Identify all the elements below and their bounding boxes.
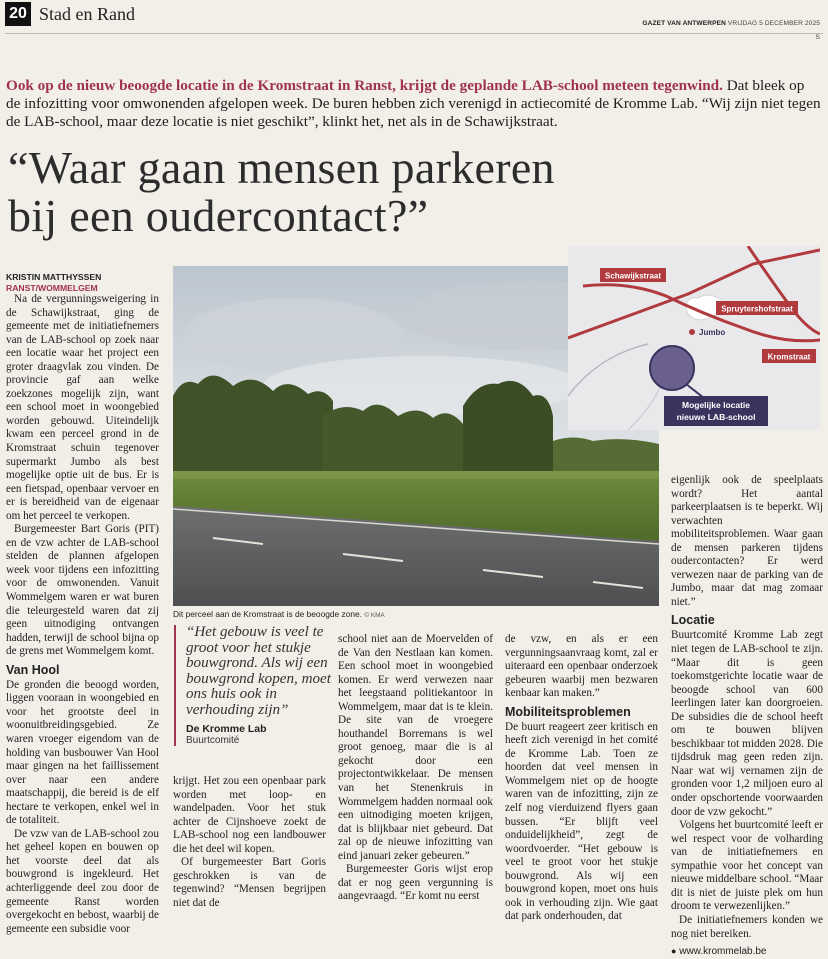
photo-caption [173, 609, 385, 619]
column-2 [173, 775, 326, 910]
headline-line-1: “Waar gaan mensen parkeren [8, 142, 555, 193]
label-kromstraat [762, 349, 816, 363]
location-map [568, 246, 820, 430]
subheading-mobiliteitsproblemen: Mobiliteitsproblemen [505, 704, 631, 719]
paragraph: Burgemeester Goris wijst erop dat er nog geen vergunning is aangevraagd. “Er komt nu eerst [338, 863, 493, 903]
website-link[interactable] [671, 945, 823, 959]
subheading-locatie: Locatie [671, 613, 715, 628]
byline-name: KRISTIN MATTHYSSEN [6, 272, 102, 282]
paper-name: GAZET VAN ANTWERPEN [642, 20, 726, 27]
jumbo-marker [689, 329, 695, 335]
paragraph: De initiatiefnemers konden we nog niet bereiken. [671, 913, 823, 940]
byline-place: RANST/WOMMELGEM [6, 282, 98, 293]
intro-kicker: Ook op de nieuw beoogde locatie in de Kromstraat in Ranst, krijgt de geplande LAB-school meteen tegenwind. [6, 77, 723, 94]
caption-credit: © KMA [364, 612, 385, 619]
school-location-circle [650, 346, 694, 390]
svg-text:Mogelijke locatie: Mogelijke locatie [681, 400, 751, 410]
website-url: www.krommelab.be [679, 946, 767, 958]
paragraph: krijgt. Het zou een openbaar park worden met loop- en wandelpaden. Voor het stuk achter de Cijnshoeve zoekt de LAB-school nog een landbouwer die het deel wil kopen. [173, 775, 326, 855]
svg-text:Spruytershofstraat: Spruytershofstraat [721, 304, 793, 314]
column-3 [338, 633, 493, 904]
header-rule [5, 33, 823, 34]
edition-mark: S [815, 34, 820, 41]
article-intro [6, 77, 821, 131]
headline [8, 144, 823, 240]
quote-role: Buurtcomité [186, 734, 240, 746]
section-title: Stad en Rand [39, 4, 135, 24]
label-spruytershofstraat [716, 301, 798, 315]
headline-line-2: bij een oudercontact?” [8, 190, 429, 241]
label-schawijkstraat [600, 268, 666, 282]
quote-text: “Het gebouw is veel te groot voor het stukje bouwgrond. Als wij een bouwgrond kopen, moet ons huis ook in verhouding zijn” [186, 624, 331, 718]
caption-text: Dit perceel aan de Kromstraat is de beoogde zone. [173, 609, 363, 619]
location-map-graphic [568, 246, 820, 430]
paragraph: Of burgemeester Bart Goris geschrokken is van de tegenwind? “Mensen begrijpen niet dat de [173, 856, 326, 909]
masthead [642, 20, 820, 41]
paragraph: Buurtcomité Kromme Lab zegt niet tegen de LAB-school te zijn. “Maar dit is geen toekomstgerichte locatie waar de beoogde school van 600 leerlingen later kan doorgroeien. De subsidies die de school heeft om te bouwen blijven beschikbaar tot midden 2028. Die tijdsdruk mag geen reden zijn. Naar wat wij vernamen zijn de gronden voor 1,2 miljoen euro al onder opschortende voorwaarden door de vzw gekocht.” [671, 629, 823, 818]
svg-text:nieuwe LAB-school: nieuwe LAB-school [676, 412, 756, 422]
paragraph: de vzw, en als er een vergunningsaanvraag komt, zal er uiteraard een openbaar onderzoek gebeuren waarbij men bezwaren kenbaar kan maken.” [505, 633, 658, 700]
subheading-van-hool: Van Hool [6, 662, 60, 677]
svg-text:Kromstraat: Kromstraat [767, 352, 811, 362]
paragraph: Volgens het buurtcomité leeft er wel respect voor de volharding van de initiatiefnemers en sympathie voor het concept van nieuwe middelbare school. “Maar dit is niet de juiste plek om hun droom te verwezenlijken.” [671, 819, 823, 913]
paragraph: school niet aan de Moervelden of de Van den Nestlaan kan komen. Een school moet in woongebied komen. Er werd verwezen naar het leegstaand politiekantoor in Wommelgem, maar dat is te klein. De site van de vroegere houthandel Borremans is wel groot genoeg, maar die is al gekocht door een projectontwikkelaar. De mensen van het Stenenkruis in Wommelgem hadden normaal ook een uitnodiging moeten krijgen, dat is blijkbaar niet gebeurd. Dat zal op de nieuwe infozitting van eind januari zeker gebeuren.” [338, 633, 493, 862]
globe-icon: ● [671, 946, 677, 957]
paragraph: De gronden die beoogd worden, liggen vooraan in woongebied en voor het grootste deel in woonuitbreidingsgebied. Ze waren vroeger eigendom van de holding van busbouwer Van Hool maar gingen na het faillissement over naar een andere maatschappij, die bereid is de elf hectare te verkopen, enkel wel in de totaliteit. [6, 678, 159, 827]
paragraph: De vzw van de LAB-school zou het geheel kopen en bouwen op het voorste deel dat als bouwgrond is ingekleurd. Het achterliggende deel zou door de gemeente Ranst worden overgekocht en bebost, waarbij de gemeente een subsidie voor [6, 827, 159, 935]
column-4 [505, 633, 658, 924]
label-possible-location [664, 396, 768, 426]
paragraph: eigenlijk ook de speelplaats wordt? Het aantal parkeerplaatsen is te beperkt. Wij verwachten mobiliteitsproblemen. Waar gaan de mensen parkeren tijdens oudercontacten? Er werd verwezen naar de parking van de Jumbo, maar dat mag zomaar niet.” [671, 474, 823, 608]
paragraph: Burgemeester Bart Goris (PIT) en de vzw achter de LAB-school stelden de plannen afgelopen week voor tijdens een infozitting voor de omwonenden. Vanuit Wommelgem waren er wat buren die teleurgesteld waren dat zij geen uitnodiging ontvangen hadden, terwijl de school bijna op de grens met Wommelgem komt. [6, 523, 159, 658]
quote-source: De Kromme Lab [186, 722, 267, 735]
column-1 [6, 272, 159, 936]
label-jumbo: Jumbo [699, 328, 726, 337]
intro-text: Dat bleek op de infozitting voor omwonenden afgelopen week. De buren hebben zich verenigd in actiecomité de Kromme Lab. “Wij zijn niet tegen de LAB-school, maar deze locatie is niet geschikt”, klinkt het, net als in de Schawijkstraat. [6, 77, 821, 130]
svg-text:Schawijkstraat: Schawijkstraat [604, 271, 662, 281]
pull-quote [174, 625, 338, 746]
column-5 [671, 474, 823, 959]
issue-date: VRIJDAG 5 DECEMBER 2025 [727, 20, 820, 27]
paragraph: De buurt reageert zeer kritisch en heeft zich verenigd in het comité de Kromme Lab. Toen ze hoorden dat veel mensen in Wommelgem niet op de hoogte waren van de infozitting, zijn ze zelf nog vierduizend flyers gaan bussen. “Er blijft veel onduidelijkheid”, zegt de woordvoerder. “Het gebouw is veel te groot voor het stukje bouwgrond. Als wij een bouwgrond kopen, moet ons huis ook in verhouding zijn. Wie gaat dat park onderhouden, dat [505, 720, 658, 923]
paragraph: Na de vergunningsweigering in de Schawijkstraat, ging de gemeente met de initiatiefnemers van de LAB-school op zoek naar een locatie waar het project een groter draagvlak zou vinden. De provincie gaf aan welke zoekzones mogelijk zijn, want een school moet in woongebied worden gebouwd. Uiteindelijk kwam een perceel grond in de Kromstraat schuin tegenover supermarkt Jumbo als best mogelijke optie uit de bus. Er is een fietspad, openbaar vervoer en er is bereidheid van de eigenaar om het perceel te verkopen. [6, 293, 159, 522]
page-number: 20 [5, 2, 31, 26]
